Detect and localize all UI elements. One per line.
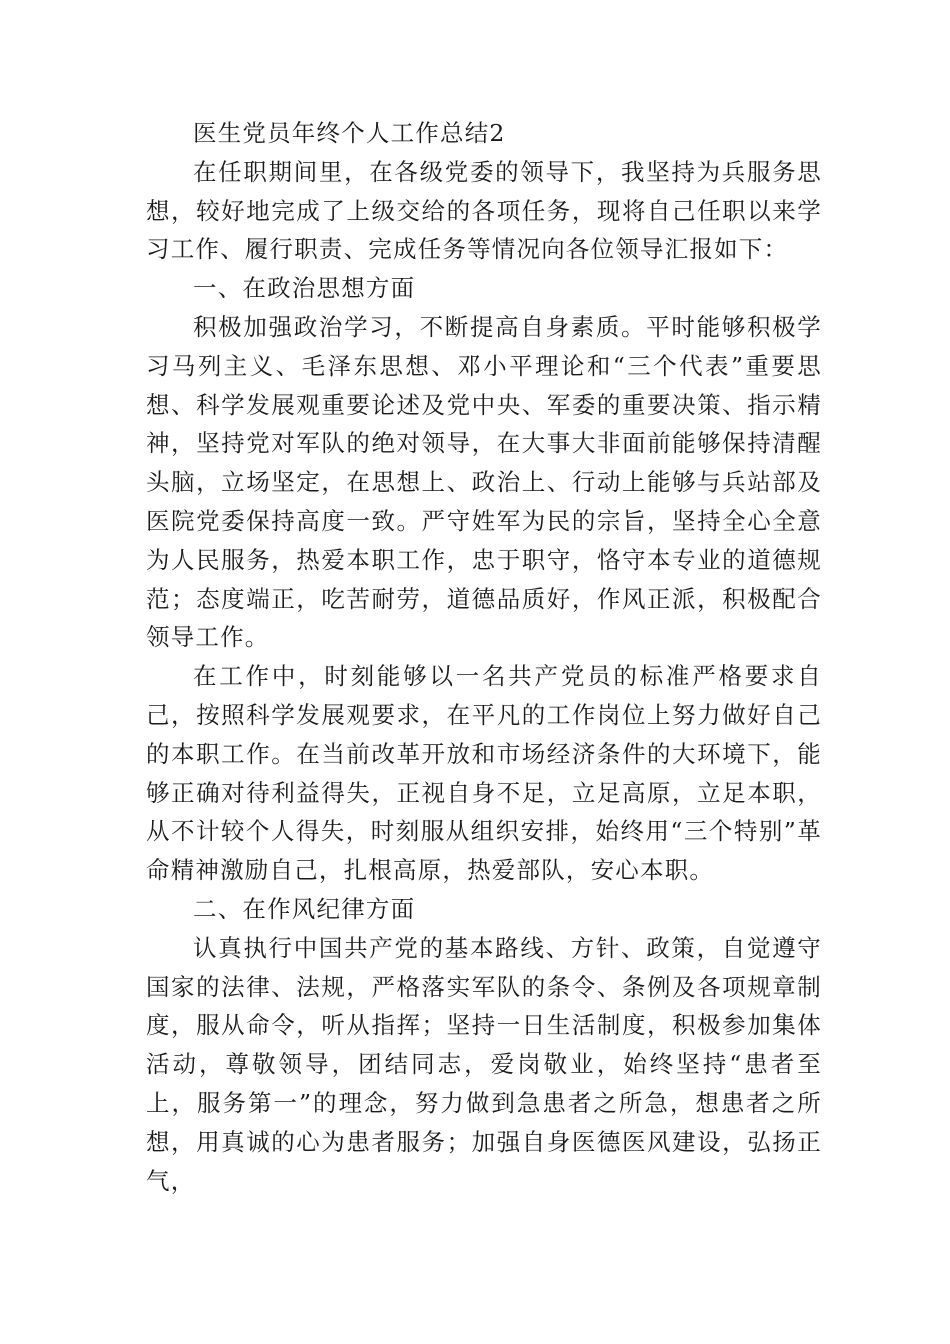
- body-paragraph: 积极加强政治学习，不断提高自身素质。平时能够积极学习马列主义、毛泽东思想、邓小平理论和“三个代表”重要思想、科学发展观重要论述及党中央、军委的重要决策、指示精神，坚持党对军队的绝对领导，在大事大非面前能够保持清醒头脑，立场坚定，在思想上、政治上、行动上能够与兵站部及医院党委保持高度一致。严守姓军为民的宗旨，坚持全心全意为人民服务，热爱本职工作，忠于职守，恪守本专业的道德规范；态度端正，吃苦耐劳，道德品质好，作风正派，积极配合领导工作。: [146, 312, 822, 652]
- document-page: [146, 114, 822, 1200]
- document-title: 医生党员年终个人工作总结2: [193, 119, 506, 147]
- body-paragraph: 在工作中，时刻能够以一名共产党员的标准严格要求自己，按照科学发展观要求，在平凡的工作岗位上努力做好自己的本职工作。在当前改革开放和市场经济条件的大环境下，能够正确对待利益得失，正视自身不足，立足高原，立足本职，从不计较个人得失，时刻服从组织安排，始终用“三个特别”革命精神激励自己，扎根高原，热爱部队，安心本职。: [146, 662, 822, 885]
- section-heading-discipline: 二、在作风纪律方面: [193, 894, 416, 923]
- body-paragraph: 认真执行中国共产党的基本路线、方针、政策，自觉遵守国家的法律、法规，严格落实军队的条令、条例及各项规章制度，服从命令，听从指挥；坚持一日生活制度，积极参加集体活动，尊敬领导，团结同志，爱岗敬业，始终坚持“患者至上，服务第一”的理念，努力做到急患者之所急，想患者之所想，用真诚的心为患者服务；加强自身医德医风建设，弘扬正气，: [146, 933, 822, 1195]
- intro-paragraph: 在任职期间里，在各级党委的领导下，我坚持为兵服务思想，较好地完成了上级交给的各项任务，现将自己任职以来学习工作、履行职责、完成任务等情况向各位领导汇报如下：: [146, 157, 822, 264]
- section-heading-political: 一、在政治思想方面: [193, 274, 416, 303]
